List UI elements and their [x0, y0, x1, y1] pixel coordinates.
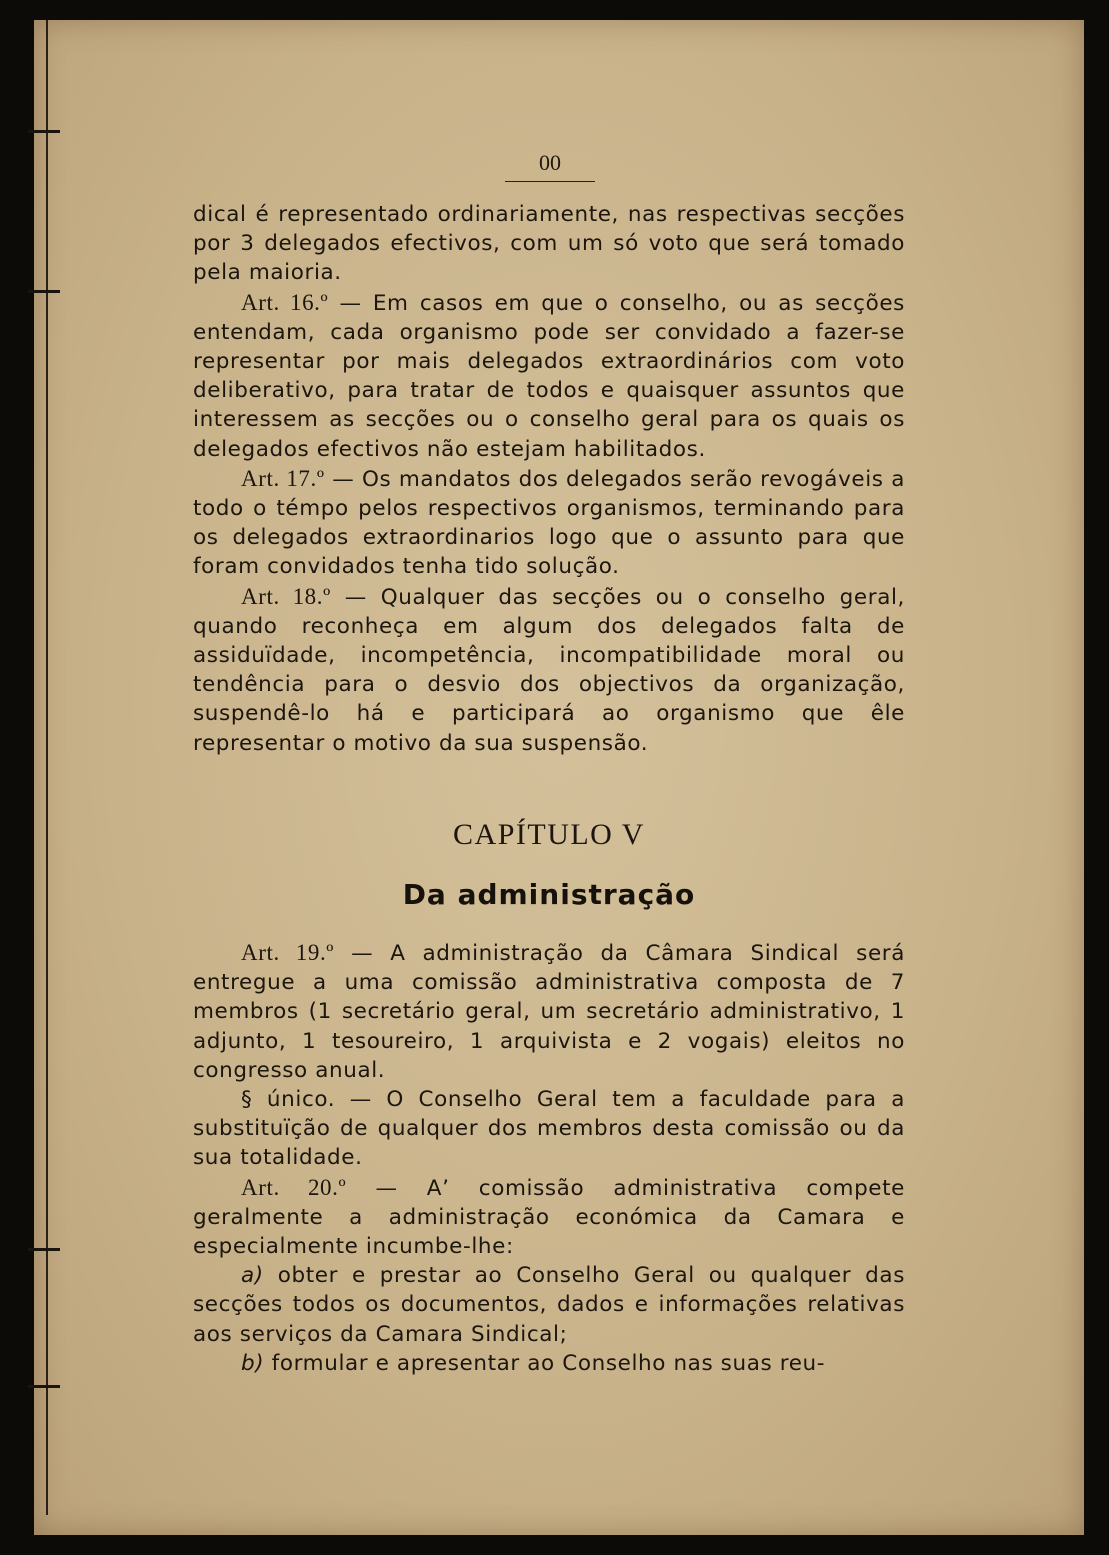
binding-stitch [28, 130, 60, 133]
article-17 [193, 464, 905, 582]
article-17-text: — Os mandatos dos delegados serão revogáveis a todo o témpo pelos respectivos organismos, terminando para os delegados extraordinarios logo que o assunto para que foram convidados tenha tido solução. [193, 466, 905, 580]
article-20-text: — A’ comissão administrativa compete geralmente a administração económica da Camara e especialmente incumbe-lhe: [193, 1175, 905, 1260]
text-block-articles-19-20 [193, 938, 905, 1378]
article-19 [193, 938, 905, 1085]
article-16 [193, 288, 905, 464]
page-number-rule [505, 181, 595, 182]
binding-stitch [28, 290, 60, 293]
article-18-text: — Qualquer das secções ou o conselho geral, quando reconheça em algum dos delegados falta de assiduïdade, incompetência, incompatibilidade moral ou tendência para o desvio dos objectivos da organização, suspendê-lo há e participará ao organismo que êle representar o motivo da sua suspensão. [193, 584, 905, 756]
binding-edge [46, 20, 48, 1515]
article-20 [193, 1173, 905, 1262]
item-a-text: obter e prestar ao Conselho Geral ou qualquer das secções todos os documentos, dados e informações relativas aos serviços da Camara Sindical; [193, 1263, 905, 1347]
text-block-articles-15-18 [193, 200, 905, 758]
page-number: 00 [539, 150, 561, 175]
article-19-text: — A administração da Câmara Sindical será entregue a uma comissão administrativa composta de 7 membros (1 secretário geral, um secretário administrativo, 1 adjunto, 1 tesoureiro, 1 arquivista e 2 vogais) eleitos no congresso anual. [193, 941, 905, 1083]
paragraph-unico-text: — O Conselho Geral tem a faculdade para a substituïção de qualquer dos membros desta comissão ou da sua totalidade. [193, 1087, 906, 1171]
article-18-label: Art. 18.º [241, 583, 331, 609]
paragraph-unico [193, 1085, 905, 1173]
item-a-label: a) [241, 1263, 264, 1289]
article-20-label: Art. 20.º [241, 1174, 347, 1200]
paragraph-continuation: dical é representado ordinariamente, nas respectivas secções por 3 delegados efectivos, com um só voto que será tomado pela maioria. [193, 202, 905, 286]
item-a [193, 1261, 905, 1349]
article-16-label: Art. 16.º [241, 289, 329, 315]
section-title: Da administração [402, 878, 696, 911]
item-b-label: b) [241, 1350, 265, 1376]
binding-stitch [28, 1385, 60, 1388]
item-b [193, 1349, 905, 1378]
article-16-text: — Em casos em que o conselho, ou as secções entendam, cada organismo pode ser convidado a fazer-se representar por mais delegados extraordinários com voto deliberativo, para tratar de todos e quaisquer assuntos que interessem as secções ou o conselho geral para os quais os delegados efectivos não estejam habilitados. [193, 290, 905, 462]
article-17-label: Art. 17.º [241, 465, 325, 491]
paragraph-unico-label: § único. [241, 1087, 336, 1113]
item-b-text: formular e apresentar ao Conselho nas suas reu- [264, 1350, 826, 1376]
chapter-heading: CAPÍTULO V [453, 818, 645, 851]
binding-stitch [28, 1248, 60, 1251]
article-18 [193, 582, 905, 758]
article-19-label: Art. 19.º [241, 940, 335, 965]
